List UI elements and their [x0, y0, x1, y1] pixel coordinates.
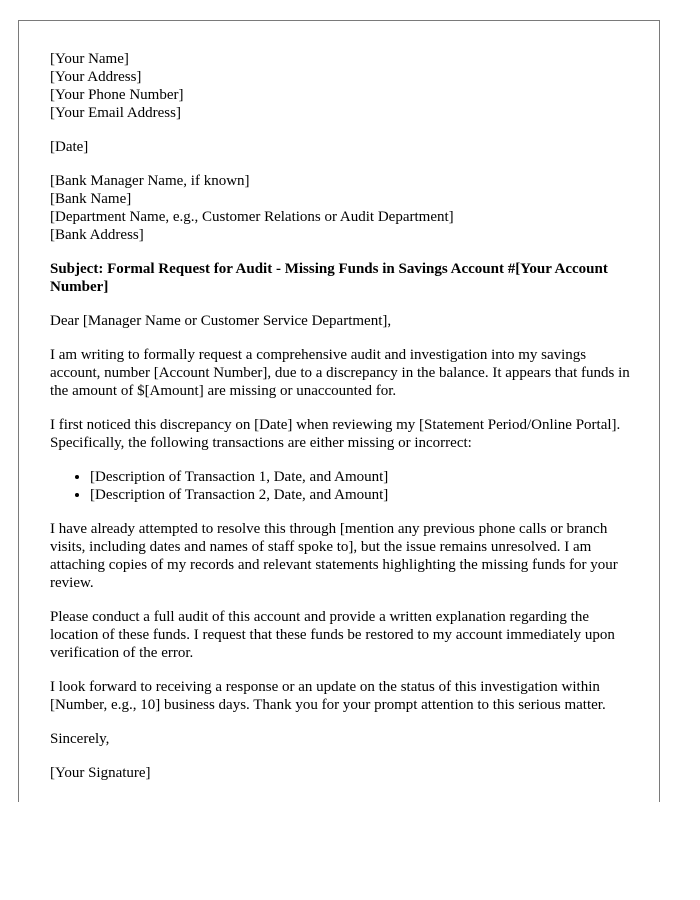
recipient-block — [50, 172, 640, 244]
date-block — [50, 138, 640, 156]
letter-date: [Date] — [50, 139, 89, 155]
transaction-list — [50, 468, 640, 504]
letter-page — [18, 20, 660, 802]
body-paragraph-5: I look forward to receiving a response or an update on the status of this investigation within [Number, e.g., 10] business days. Thank you for your prompt attention to this serious matter. — [50, 679, 606, 713]
sender-address: [Your Address] — [50, 69, 142, 85]
recipient-address: [Bank Address] — [50, 227, 144, 243]
sender-name: [Your Name] — [50, 51, 129, 67]
subject-line: Subject: Formal Request for Audit - Missing Funds in Savings Account #[Your Account Number] — [50, 261, 608, 295]
recipient-bank: [Bank Name] — [50, 191, 132, 207]
body-paragraph-1: I am writing to formally request a comprehensive audit and investigation into my savings account, number [Account Number], due to a discrepancy in the balance. It appears that funds in the amount of $[Amount] are missing or unaccounted for. — [50, 347, 630, 399]
recipient-department: [Department Name, e.g., Customer Relations or Audit Department] — [50, 209, 454, 225]
body-paragraph-4: Please conduct a full audit of this account and provide a written explanation regarding the location of these funds. I request that these funds be restored to my account immediately upon verification of the error. — [50, 609, 615, 661]
signature: [Your Signature] — [50, 765, 151, 781]
recipient-manager: [Bank Manager Name, if known] — [50, 173, 250, 189]
transaction-item: • [Description of Transaction 1, Date, and Amount] — [90, 468, 640, 486]
body-paragraph-2: I first noticed this discrepancy on [Date] when reviewing my [Statement Period/Online Portal]. Specifically, the following transactions are either missing or incorrect: — [50, 417, 621, 451]
salutation: Dear [Manager Name or Customer Service Department], — [50, 313, 392, 329]
closing: Sincerely, — [50, 731, 110, 747]
sender-block — [50, 50, 640, 122]
letter-content — [50, 50, 640, 782]
sender-phone: [Your Phone Number] — [50, 87, 184, 103]
sender-email: [Your Email Address] — [50, 105, 181, 121]
transaction-item: • [Description of Transaction 2, Date, and Amount] — [90, 486, 640, 504]
body-paragraph-3: I have already attempted to resolve this through [mention any previous phone calls or branch visits, including dates and names of staff spoke to], but the issue remains unresolved. I am attaching copies of my records and relevant statements highlighting the missing funds for your review. — [50, 521, 618, 591]
